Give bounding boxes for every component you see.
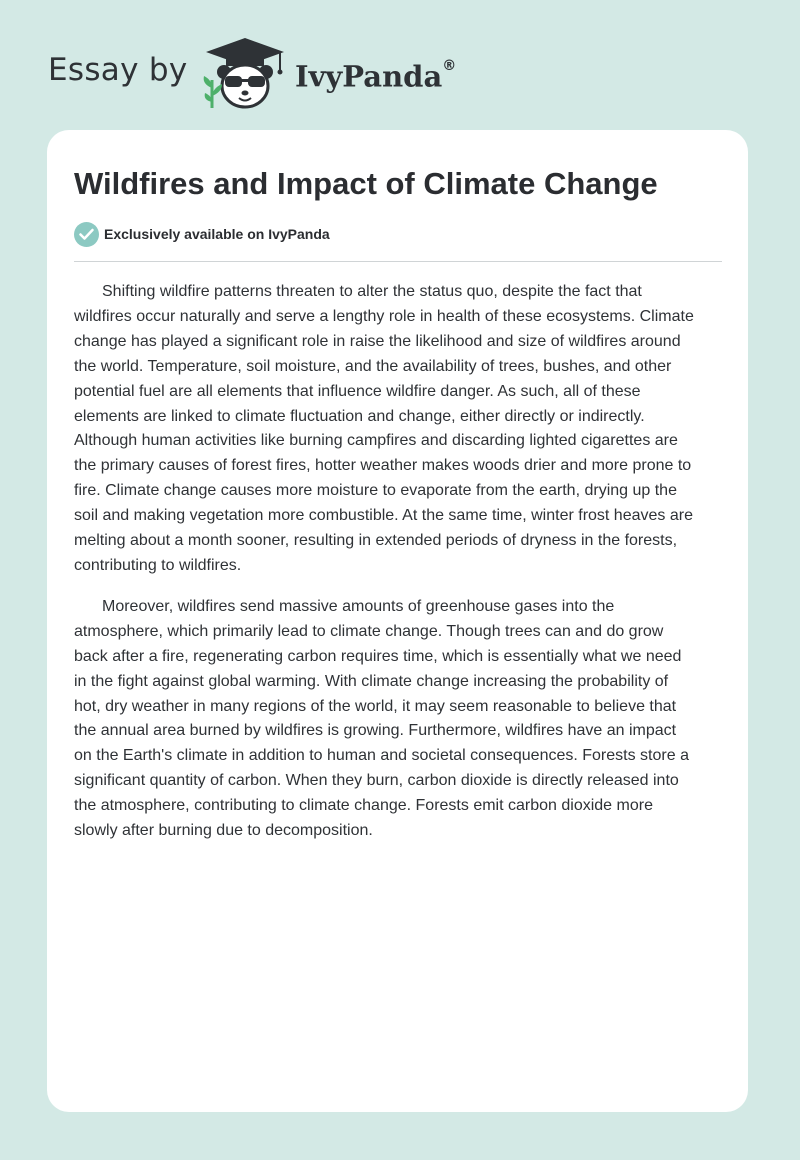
text-line: potential fuel are all elements that influence wildfire danger. As such, all of these xyxy=(74,382,641,400)
registered-mark: ® xyxy=(442,58,457,74)
text-line: the annual area burned by wildfires is growing. Furthermore, wildfires have an impact xyxy=(74,722,677,740)
text-line: wildfires occur naturally and serve a lengthy role in health of these ecosystems. Climate xyxy=(74,307,694,325)
page-title: Wildfires and Impact of Climate Change xyxy=(74,166,658,201)
text-line: atmosphere, which primarily lead to climate change. Though trees can and do grow xyxy=(74,622,664,640)
text-line: the primary causes of forest fires, hotter weather makes woods drier and more prone to xyxy=(74,457,692,475)
text-line: the atmosphere, contributing to climate change. Forests emit carbon dioxide more xyxy=(74,797,653,815)
text-line: Shifting wildfire patterns threaten to alter the status quo, despite the fact that xyxy=(102,283,642,300)
essay-body xyxy=(74,280,724,860)
essay-by-label: Essay by xyxy=(48,52,188,88)
text-line: in the fight against global warming. With climate change increasing the probability of xyxy=(74,672,669,690)
site-header xyxy=(0,0,800,120)
text-line: Moreover, wildfires send massive amounts of greenhouse gases into the xyxy=(102,597,615,615)
checkmark-icon xyxy=(74,222,99,247)
text-line: fire. Climate change causes more moisture to evaporate from the earth, drying up the xyxy=(74,482,677,500)
brand-text: IvyPanda xyxy=(295,59,443,94)
text-line: the world. Temperature, soil moisture, and the availability of trees, bushes, and other xyxy=(74,357,672,375)
text-line: elements are linked to climate fluctuation and change, either directly or indirectly. xyxy=(74,407,645,425)
paragraph xyxy=(74,280,724,579)
text-line: soil and making vegetation more combustible. At the same time, winter frost heaves are xyxy=(74,507,693,525)
text-line: on the Earth's climate in addition to human and societal consequences. Forests store a xyxy=(74,747,689,765)
panda-mascot-icon xyxy=(200,36,290,112)
text-line: hot, dry weather in many regions of the world, it may seem reasonable to believe that xyxy=(74,697,677,715)
divider xyxy=(74,261,722,262)
exclusive-badge xyxy=(74,221,330,247)
text-line: contributing to wildfires. xyxy=(74,556,242,574)
text-line: back after a fire, regenerating carbon requires time, which is essentially what we need xyxy=(74,647,682,665)
paragraph xyxy=(74,595,724,844)
essay-card xyxy=(47,130,748,1112)
text-line: change has played a significant role in raise the likelihood and size of wildfires around xyxy=(74,332,681,350)
text-line: melting about a month sooner, resulting in extended periods of dryness in the forests, xyxy=(74,532,678,550)
brand-name xyxy=(295,52,456,97)
text-line: slowly after burning due to decomposition. xyxy=(74,822,373,840)
exclusive-label: Exclusively available on IvyPanda xyxy=(104,226,330,242)
text-line: Although human activities like burning campfires and discarding lighted cigarettes are xyxy=(74,432,678,450)
text-line: significant quantity of carbon. When they burn, carbon dioxide is directly released into xyxy=(74,772,679,790)
